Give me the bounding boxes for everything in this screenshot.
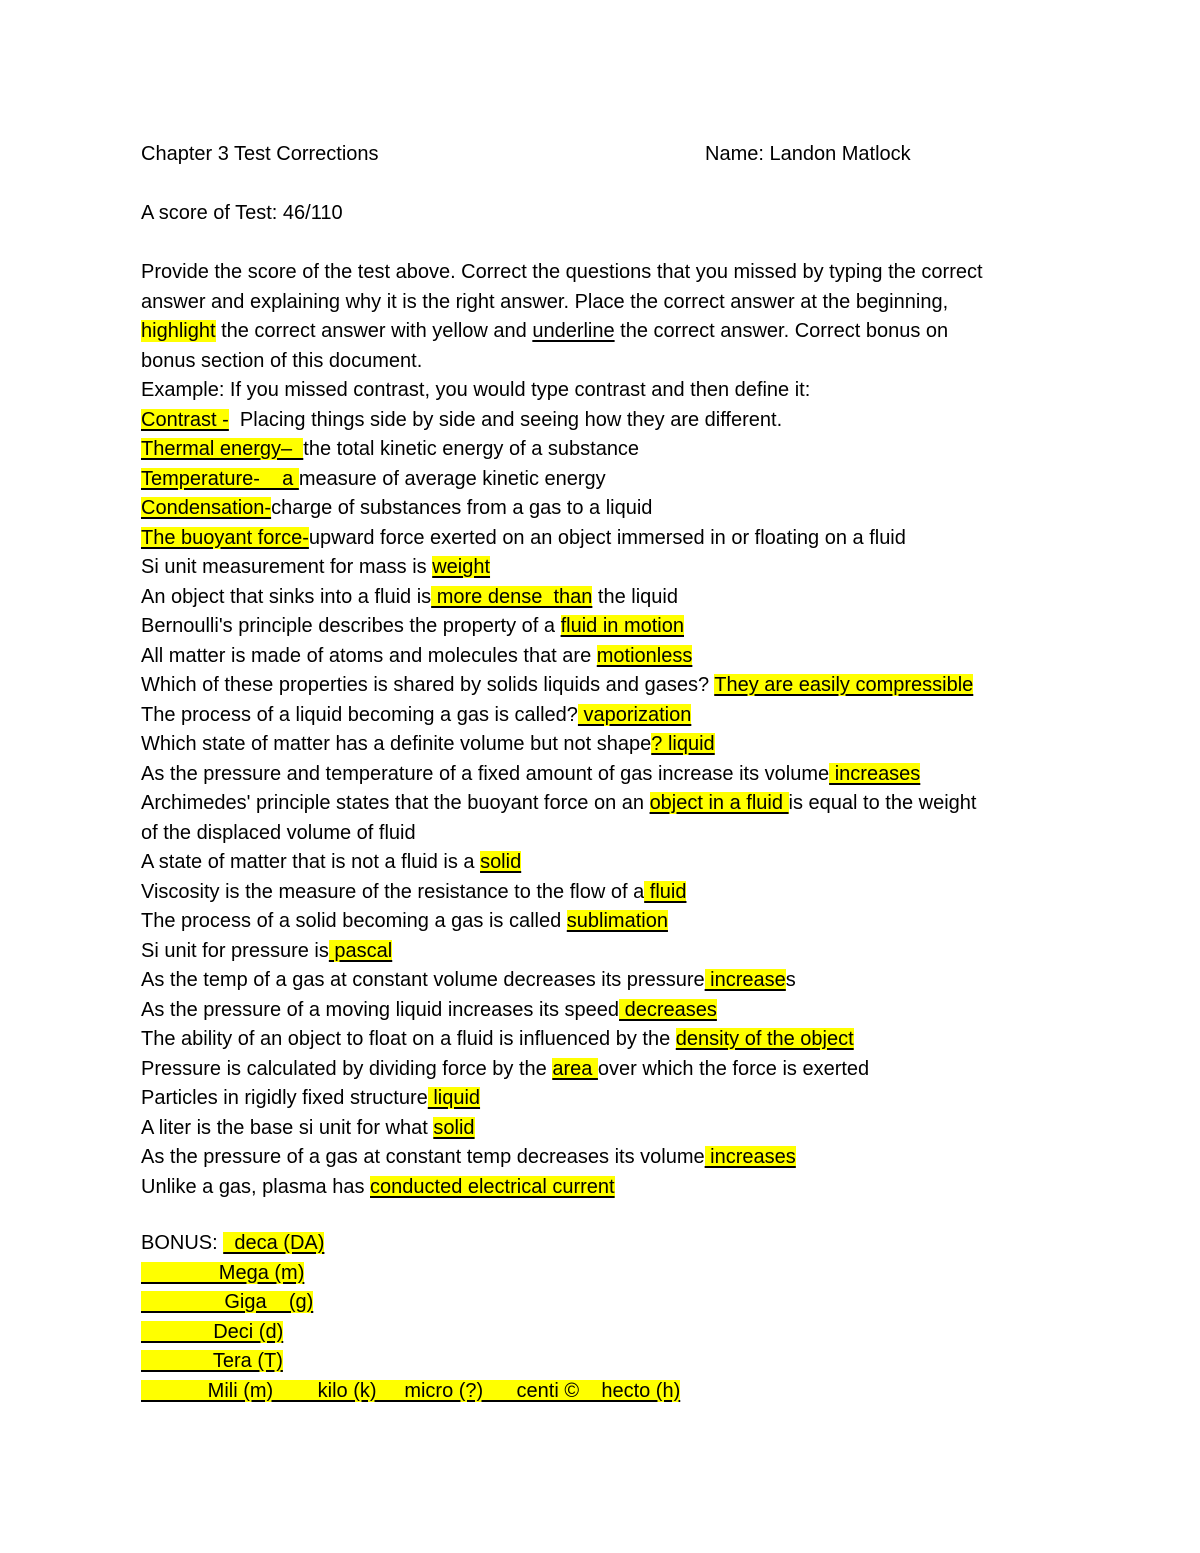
- question-text: Particles in rigidly fixed structure: [141, 1087, 428, 1109]
- correct-answer: increases: [704, 1146, 796, 1168]
- question-text: As the pressure of a moving liquid increases its speed: [141, 998, 620, 1021]
- correct-answer: pascal: [328, 939, 393, 962]
- answer-line: [141, 937, 1061, 967]
- answer-line: [141, 819, 1061, 849]
- question-text: Si unit measurement for mass is: [141, 556, 433, 578]
- bonus-section: [141, 1229, 1061, 1406]
- correct-answer: vaporization: [577, 703, 692, 726]
- question-text: Viscosity is the measure of the resistance to the flow of a: [141, 880, 645, 903]
- bonus-answer: Giga (g): [141, 1291, 314, 1313]
- instructions-line: [141, 317, 1061, 347]
- highlight-word: highlight: [141, 320, 216, 342]
- answer-line: [141, 1055, 1061, 1085]
- bonus-answer: Mili (m) kilo (k) micro (?) centi © hecto (h): [141, 1379, 681, 1402]
- corrections-body: [141, 258, 1061, 1202]
- instructions-line: bonus section of this document.: [141, 349, 423, 372]
- question-text: A liter is the base si unit for what: [141, 1116, 434, 1139]
- correct-answer: weight: [432, 556, 491, 578]
- answers-list: [141, 553, 1061, 1202]
- question-text: Which state of matter has a definite volume but not shape: [141, 733, 652, 755]
- correct-answer: increase: [704, 969, 786, 991]
- instructions-text: the correct answer with yellow and: [215, 320, 533, 342]
- correct-answer: more dense than: [431, 585, 593, 608]
- question-text: Archimedes' principle states that the buoyant force on an: [141, 792, 650, 814]
- correct-answer: solid: [480, 851, 522, 873]
- bonus-line: [141, 1259, 1061, 1289]
- question-text: As the pressure of a gas at constant temp decreases its volume: [141, 1146, 705, 1168]
- answer-line: [141, 789, 1061, 819]
- question-text: A state of matter that is not a fluid is a: [141, 851, 481, 873]
- correct-answer: fluid: [644, 880, 687, 903]
- document-title: Chapter 3 Test Corrections: [141, 143, 379, 165]
- definition-line: [141, 465, 1061, 495]
- answer-line: [141, 996, 1061, 1026]
- bonus-line: [141, 1229, 1061, 1259]
- answer-line: [141, 730, 1061, 760]
- definition-term: Temperature- a: [141, 467, 299, 490]
- correct-answer: liquid: [427, 1087, 481, 1109]
- definition-line: [141, 524, 1061, 554]
- definition-text: upward force exerted on an object immersed in or floating on a fluid: [308, 526, 906, 549]
- answer-line: [141, 966, 1061, 996]
- answer-line: [141, 553, 1061, 583]
- question-text: The process of a solid becoming a gas is called: [141, 910, 567, 932]
- definition-term: Thermal energy–: [141, 438, 304, 460]
- bonus-answer: Mega (m): [141, 1261, 305, 1284]
- correct-answer: motionless: [596, 644, 693, 667]
- example-line: Example: If you missed contrast, you would type contrast and then define it:: [141, 379, 811, 401]
- correct-answer: They are easily compressible: [714, 674, 974, 696]
- correct-answer: decreases: [619, 998, 717, 1021]
- answer-line: [141, 907, 1061, 937]
- question-text: Which of these properties is shared by solids liquids and gases?: [141, 674, 715, 696]
- question-text: Si unit for pressure is: [141, 939, 329, 962]
- definition-line: [141, 435, 1061, 465]
- definition-line: [141, 406, 1061, 436]
- definition-text: charge of substances from a gas to a liquid: [271, 497, 653, 519]
- question-text: over which the force is exerted: [597, 1057, 870, 1080]
- definition-term: Condensation-: [141, 497, 272, 519]
- definition-term: Contrast -: [141, 408, 229, 431]
- question-text: As the pressure and temperature of a fixed amount of gas increase its volume: [141, 762, 830, 785]
- correct-answer: conducted electrical current: [370, 1175, 615, 1198]
- underline-word: underline: [532, 320, 615, 342]
- correct-answer: density of the object: [675, 1028, 854, 1050]
- bonus-line: [141, 1377, 1061, 1407]
- bonus-line: [141, 1288, 1061, 1318]
- question-text: the liquid: [592, 585, 678, 608]
- question-text: Bernoulli's principle describes the property of a: [141, 615, 561, 637]
- answer-line: [141, 1173, 1061, 1203]
- answer-line: [141, 1025, 1061, 1055]
- definition-text: the total kinetic energy of a substance: [303, 438, 640, 460]
- question-text: is equal to the weight: [788, 792, 977, 814]
- question-text: s: [785, 969, 796, 991]
- answer-line: [141, 878, 1061, 908]
- correct-answer: fluid in motion: [560, 615, 684, 637]
- bonus-label: BONUS:: [141, 1232, 224, 1254]
- question-text: As the temp of a gas at constant volume decreases its pressure: [141, 969, 705, 991]
- answer-line: [141, 1114, 1061, 1144]
- correct-answer: solid: [433, 1116, 475, 1139]
- definition-text: measure of average kinetic energy: [298, 467, 606, 490]
- test-score: A score of Test: 46/110: [141, 202, 343, 224]
- question-text: of the displaced volume of fluid: [141, 821, 416, 844]
- bonus-line: [141, 1347, 1061, 1377]
- correct-answer: increases: [829, 762, 921, 785]
- answer-line: [141, 642, 1061, 672]
- answer-line: [141, 671, 1061, 701]
- correct-answer: object in a fluid: [649, 792, 789, 814]
- question-text: Unlike a gas, plasma has: [141, 1175, 371, 1198]
- correct-answer: area: [552, 1057, 598, 1080]
- instructions-line: Provide the score of the test above. Correct the questions that you missed by typing the correct: [141, 261, 983, 283]
- answer-line: [141, 701, 1061, 731]
- bonus-answer: Tera (T): [141, 1350, 283, 1372]
- answer-line: [141, 760, 1061, 790]
- correct-answer: sublimation: [566, 910, 668, 932]
- question-text: Pressure is calculated by dividing force by the: [141, 1057, 553, 1080]
- answer-line: [141, 1143, 1061, 1173]
- definition-text: Placing things side by side and seeing how they are different.: [228, 408, 783, 431]
- bonus-answer: deca (DA): [223, 1232, 325, 1254]
- definition-term: The buoyant force-: [141, 526, 309, 549]
- question-text: All matter is made of atoms and molecules that are: [141, 644, 597, 667]
- correct-answer: ? liquid: [651, 733, 715, 755]
- instructions-line: answer and explaining why it is the right answer. Place the correct answer at the beginning,: [141, 290, 949, 313]
- question-text: The ability of an object to float on a fluid is influenced by the: [141, 1028, 676, 1050]
- answer-line: [141, 848, 1061, 878]
- instructions-text: the correct answer. Correct bonus on: [614, 320, 949, 342]
- bonus-answer: Deci (d): [141, 1320, 284, 1343]
- bonus-line: [141, 1318, 1061, 1348]
- question-text: An object that sinks into a fluid is: [141, 585, 432, 608]
- student-name: Name: Landon Matlock: [705, 143, 911, 165]
- answer-line: [141, 612, 1061, 642]
- answer-line: [141, 1084, 1061, 1114]
- answer-line: [141, 583, 1061, 613]
- definition-line: [141, 494, 1061, 524]
- document-header: [141, 140, 1061, 170]
- question-text: The process of a liquid becoming a gas is called?: [141, 703, 578, 726]
